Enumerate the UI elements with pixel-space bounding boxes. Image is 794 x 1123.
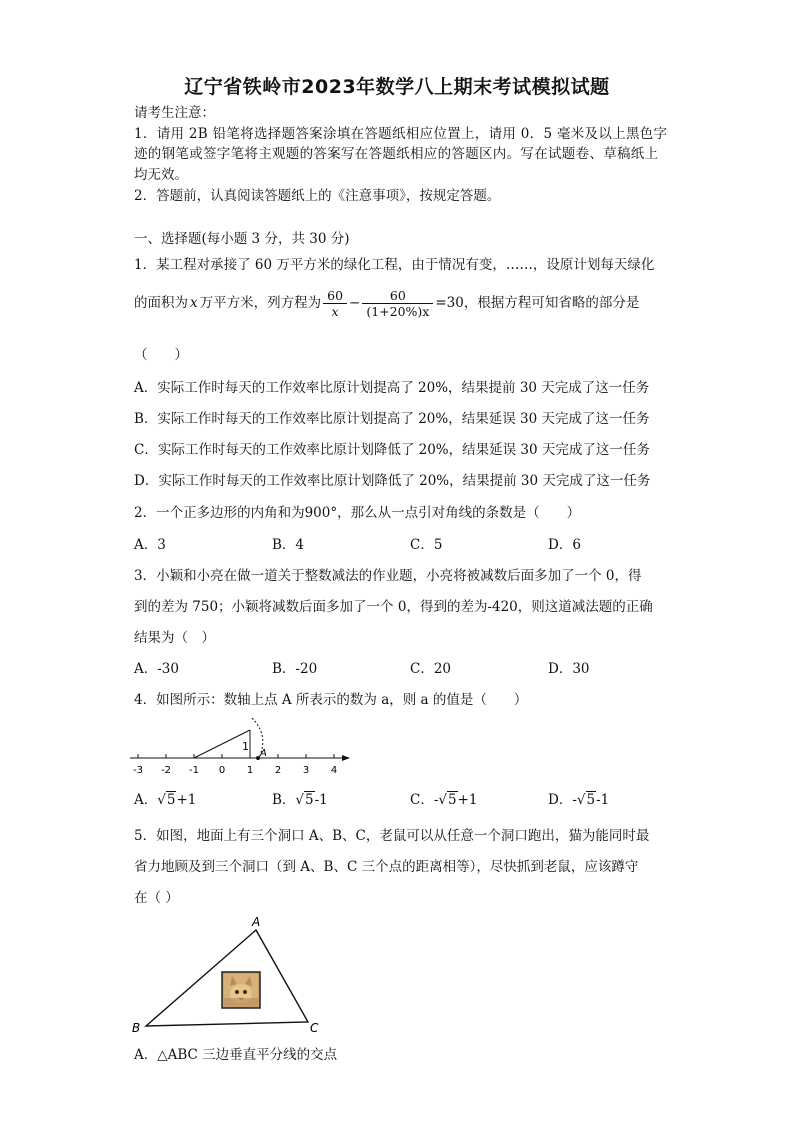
q5-stem-line-1: 5．如图，地面上有三个洞口 A、B、C，老鼠可以从任意一个洞口跑出，猫为能同时最 [134, 828, 650, 844]
q4-option-b-radicand: 5 [305, 792, 314, 808]
q1-text-pre: 的面积为 [134, 295, 188, 312]
q3-stem-line-2: 到的差为 750；小颖将减数后面多加了一个 0，得到的差为-420，则这道减法题的正确 [134, 599, 653, 615]
q1-stem-line-1: 1．某工程对承接了 60 万平方米的绿化工程，由于情况有变，……，设原计划每天绿化 [134, 257, 655, 273]
number-line-figure [128, 716, 358, 778]
q4-option-b-prefix: B． [272, 792, 296, 808]
q3-option-d: D．30 [548, 661, 590, 677]
q5-option-a: A．△ABC 三边垂直平分线的交点 [134, 1047, 338, 1063]
sqrt-icon: √5 [576, 792, 596, 808]
vertex-a-label: A [252, 915, 261, 929]
q1-variable: x [190, 295, 198, 312]
q4-option-b-suffix: -1 [314, 792, 328, 808]
q1-option-d: D．实际工作时每天的工作效率比原计划降低了 20%，结果提前 30 天完成了这一任务 [134, 473, 651, 489]
q1-answer-paren: （ ） [134, 347, 188, 363]
q1-stem-line-2 [134, 288, 639, 319]
number-line-tick-label: 1 [246, 765, 254, 776]
q1-option-a: A．实际工作时每天的工作效率比原计划提高了 20%，结果提前 30 天完成了这一任务 [134, 380, 650, 396]
number-line-tick-label: -2 [161, 765, 171, 776]
q5-stem-line-3: 在（ ） [134, 890, 179, 906]
notice-line-2: 迹的钢笔或签字笔将主观题的答案写在答题纸相应的答题区内。写在试题卷、草稿纸上 [134, 146, 659, 162]
q1-fraction-1-denominator: x [331, 304, 339, 319]
q4-option-a-radicand: 5 [166, 792, 176, 808]
q4-option-d-prefix: D．- [548, 792, 577, 808]
q3-option-b: B．-20 [272, 661, 318, 677]
triangle-figure [128, 912, 328, 1040]
point-a-label: A [260, 748, 267, 759]
section-heading: 一、选择题(每小题 3 分，共 30 分) [134, 231, 350, 247]
q1-option-b: B．实际工作时每天的工作效率比原计划提高了 20%，结果延误 30 天完成了这一任务 [134, 411, 650, 427]
q4-stem: 4．如图所示：数轴上点 A 所表示的数为 a，则 a 的值是（ ） [134, 692, 528, 708]
number-line-ticks [133, 754, 337, 776]
q1-fraction-2-denominator: (1+20%)x [366, 304, 430, 319]
q1-text-post: ，根据方程可知省略的部分是 [463, 295, 640, 312]
page-title: 辽宁省铁岭市2023年数学八上期末考试模拟试题 [184, 76, 610, 98]
sqrt-icon: √5 [438, 792, 457, 808]
q4-option-d [548, 792, 609, 808]
q1-fraction-1 [323, 288, 347, 319]
number-line-tick-label: -3 [133, 765, 143, 776]
q1-fraction-1-numerator: 60 [323, 288, 347, 304]
q4-option-a-prefix: A． [134, 792, 158, 808]
q1-minus: − [349, 295, 361, 312]
q1-fraction-2 [362, 288, 433, 319]
q3-option-c: C．20 [410, 661, 452, 677]
q1-option-c: C．实际工作时每天的工作效率比原计划降低了 20%，结果延误 30 天完成了这一任务 [134, 442, 650, 458]
sqrt-icon: √5 [157, 792, 176, 808]
q2-stem: 2．一个正多边形的内角和为900°，那么从一点引对角线的条数是（ ） [134, 505, 581, 521]
number-line-arrow-icon [342, 755, 350, 761]
number-line-tick-label: -1 [189, 765, 199, 776]
q4-option-c-suffix: +1 [457, 792, 478, 808]
q4-option-a-suffix: +1 [176, 792, 197, 808]
sqrt-icon: √5 [295, 792, 314, 808]
q3-option-a: A．-30 [134, 661, 179, 677]
q2-option-d: D．6 [548, 537, 581, 553]
number-line-tick-label: 4 [330, 765, 338, 776]
vertex-c-label: C [310, 1021, 319, 1035]
q4-option-d-suffix: -1 [596, 792, 610, 808]
q3-stem-line-1: 3．小颖和小亮在做一道关于整数减法的作业题，小亮将被减数后面多加了一个 0，得 [134, 568, 642, 584]
height-label: 1 [242, 740, 249, 753]
q2-option-b: B．4 [272, 537, 305, 553]
q4-option-d-radicand: 5 [586, 792, 596, 808]
vertex-b-label: B [132, 1021, 141, 1035]
q1-text-mid: 万平方米，列方程为 [199, 295, 322, 312]
notice-heading: 请考生注意： [134, 105, 215, 121]
q1-fraction-2-numerator: 60 [362, 288, 433, 304]
q5-stem-line-2: 省力地顾及到三个洞口（到 A、B、C 三个点的距离相等），尽快抓到老鼠，应该蹲守 [134, 859, 639, 875]
q4-option-c [410, 792, 478, 808]
q1-equals: =30 [435, 295, 464, 312]
notice-line-1: 1．请用 2B 铅笔将选择题答案涂填在答题纸相应位置上，请用 0．5 毫米及以上黑色字 [134, 126, 668, 142]
cat-picture-icon [222, 972, 260, 1008]
q4-option-b [272, 792, 328, 808]
q2-option-a: A．3 [134, 537, 166, 553]
notice-line-4: 2．答题前，认真阅读答题纸上的《注意事项》，按规定答题。 [134, 188, 501, 204]
q2-option-c: C．5 [410, 537, 443, 553]
q3-stem-line-3: 结果为（ ） [134, 630, 215, 646]
number-line-tick-label: 0 [218, 765, 226, 776]
q4-option-c-prefix: C．- [410, 792, 439, 808]
number-line-tick-label: 2 [274, 765, 282, 776]
number-line-tick-label: 3 [302, 765, 310, 776]
q4-option-c-radicand: 5 [448, 792, 457, 808]
notice-line-3: 均无效。 [134, 167, 188, 183]
q4-option-a [134, 792, 196, 808]
